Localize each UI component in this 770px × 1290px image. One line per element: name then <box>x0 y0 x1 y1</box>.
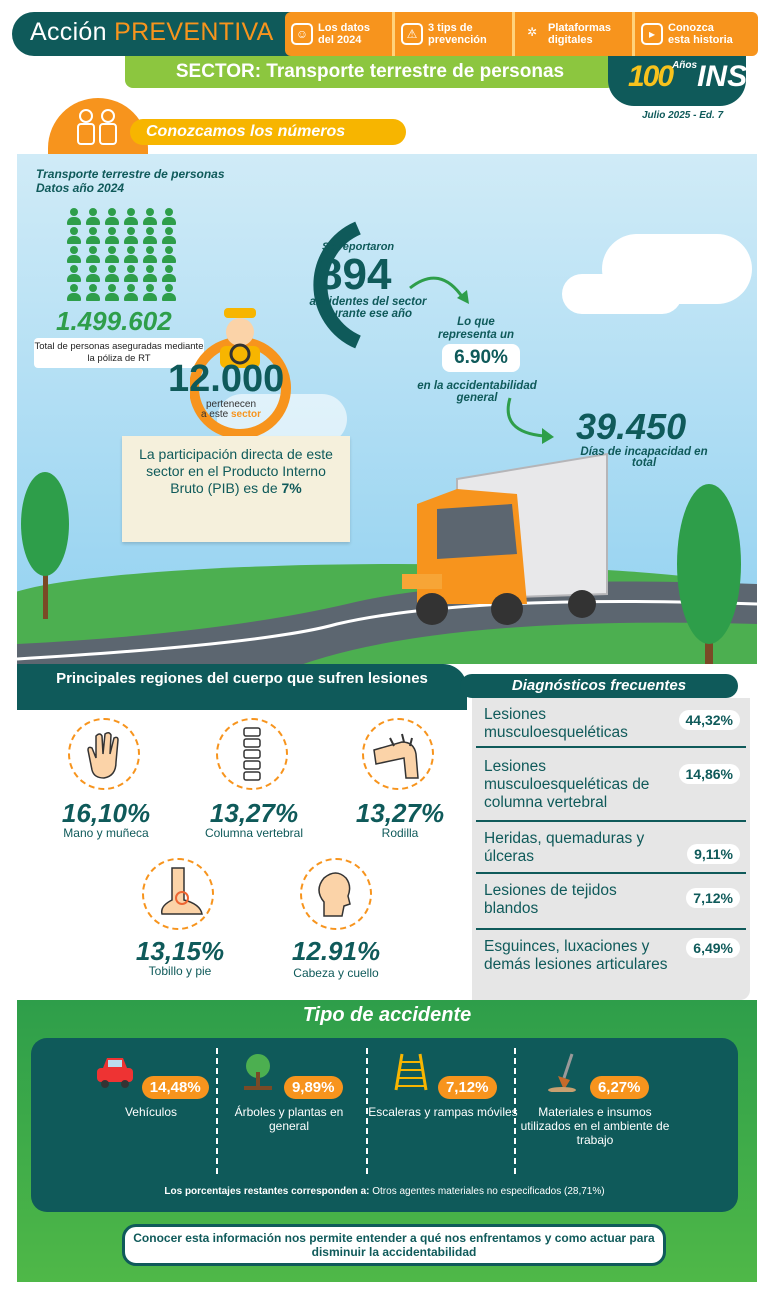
nav-label: Los datos del 2024 <box>318 22 370 46</box>
person-icon <box>85 284 101 302</box>
accident-type-title: Tipo de accidente <box>302 1004 472 1026</box>
incapacity-days-label: Días de incapacidad en total <box>580 446 708 469</box>
nav-item-data-2024[interactable] <box>285 12 392 56</box>
person-icon <box>142 208 158 226</box>
reported-label: Se reportaron <box>322 241 395 253</box>
pib-note: La participación directa de este sector en el Producto Interno Bruto (PIB) es de 7% <box>122 436 350 542</box>
dataset-label: Transporte terrestre de personas Datos año 2024 <box>36 167 225 195</box>
nav-label: Conozca esta historia <box>668 22 733 46</box>
arrow-curve <box>500 396 560 446</box>
person-icon <box>123 265 139 283</box>
region-label: Columna vertebral <box>204 826 304 840</box>
region-label: Mano y muñeca <box>63 826 149 840</box>
remaining-note: Los porcentajes restantes corresponden a: Otros agentes materiales no especificados (28,71%) <box>164 1186 605 1197</box>
person-icon <box>66 284 82 302</box>
diagnostics-title: Diagnósticos frecuentes <box>460 674 738 698</box>
car-icon <box>93 1052 137 1092</box>
nav-item-platforms[interactable] <box>512 12 632 56</box>
tree-icon <box>236 1052 280 1092</box>
person-icon <box>123 208 139 226</box>
person-icon <box>161 265 177 283</box>
region-percent: 13,15% <box>135 936 225 966</box>
people-icon-grid <box>66 208 176 302</box>
sector-banner: SECTOR: Transporte terrestre de personas <box>125 56 615 88</box>
edition-label: Julio 2025 - Ed. 7 <box>642 110 724 121</box>
accident-type-item: 9,89% Árboles y plantas en general <box>214 1052 364 1133</box>
ins-logo: $100^{Años}INS$ <box>628 60 748 93</box>
diagnostic-row: Esguinces, luxaciones y demás lesiones articulares 6,49% <box>476 932 746 996</box>
accident-type-item: 6,27% Materiales e insumos utilizados en el ambiente de trabajo <box>520 1052 670 1147</box>
person-icon <box>161 227 177 245</box>
person-icon <box>66 246 82 264</box>
regions-title: Principales regiones del cuerpo que sufren lesiones <box>17 664 467 710</box>
accidents-count: 894 <box>318 250 392 299</box>
nav-item-tips[interactable] <box>392 12 512 56</box>
sector-count-label: pertenecen a este sector <box>200 399 262 420</box>
person-icon <box>66 265 82 283</box>
person-icon <box>104 208 120 226</box>
person-icon <box>66 208 82 226</box>
person-icon <box>161 284 177 302</box>
accidents-label: accidentes del sector durante ese año <box>309 296 427 320</box>
region-percent: 13,27% <box>355 798 445 828</box>
person-icon <box>104 284 120 302</box>
person-icon <box>85 208 101 226</box>
hand-icon <box>68 718 140 790</box>
knee-icon <box>362 718 434 790</box>
region-percent: 12.91% <box>291 936 381 966</box>
divider <box>514 1048 516 1174</box>
person-icon <box>161 208 177 226</box>
people-data-icon: ☺ <box>291 23 313 45</box>
represents-label: Lo que representa un <box>437 316 515 341</box>
cursor-click-icon: ✲ <box>526 25 538 39</box>
region-label: Tobillo y pie <box>148 964 212 978</box>
incapacity-days: 39.450 <box>576 406 687 447</box>
accident-type-item: 7,12% Escaleras y rampas móviles <box>368 1052 518 1119</box>
general-label: en la accidentabilidad general <box>417 380 537 404</box>
sector-count: 12.000 <box>168 358 285 400</box>
person-icon <box>142 246 158 264</box>
region-percent: 13,27% <box>209 798 299 828</box>
person-icon <box>85 227 101 245</box>
person-icon <box>123 284 139 302</box>
diagnostic-row: Lesiones musculoesqueléticas 44,32% <box>476 702 746 748</box>
head-icon <box>300 858 372 930</box>
section-title: Conozcamos los números <box>130 119 406 145</box>
region-label: Cabeza y cuello <box>293 966 379 980</box>
person-icon <box>104 246 120 264</box>
person-icon <box>123 227 139 245</box>
person-icon <box>104 265 120 283</box>
diagnostic-row: Lesiones de tejidos blandos 7,12% <box>476 876 746 930</box>
person-icon <box>85 246 101 264</box>
spine-icon <box>216 718 288 790</box>
nav-label: Plataformas digitales <box>548 22 611 46</box>
header-title: Acción PREVENTIVA <box>30 18 274 46</box>
region-percent: 16,10% <box>61 798 151 828</box>
person-icon <box>142 284 158 302</box>
person-icon <box>85 265 101 283</box>
person-icon <box>142 265 158 283</box>
video-play-icon: ▸ <box>641 23 663 45</box>
arrow-down-right <box>405 270 475 310</box>
warning-icon: ⚠ <box>401 23 423 45</box>
person-icon <box>104 227 120 245</box>
insured-label: Total de personas aseguradas mediante la póliza de RT <box>34 338 204 368</box>
person-icon <box>142 227 158 245</box>
region-label: Rodilla <box>381 826 419 840</box>
person-icon <box>161 246 177 264</box>
nav-item-story[interactable] <box>632 12 742 56</box>
accident-percent: 6.90% <box>442 344 520 372</box>
nav-label: 3 tips de prevención <box>428 22 487 46</box>
diagnostic-row: Heridas, quemaduras y úlceras 9,11% <box>476 824 746 874</box>
ladder-icon <box>390 1052 434 1092</box>
person-icon <box>66 227 82 245</box>
person-icon <box>123 246 139 264</box>
header-nav <box>285 12 758 56</box>
closing-message: Conocer esta información nos permite entender a qué nos enfrentamos y como actuar para disminuir la accidentabilidad <box>122 1224 666 1266</box>
diagnostic-row: Lesiones musculoesqueléticas de columna vertebral 14,86% <box>476 750 746 822</box>
shovel-icon <box>542 1052 586 1092</box>
insured-total: 1.499.602 <box>56 306 172 336</box>
foot-icon <box>142 858 214 930</box>
accident-type-item: 14,48% Vehículos <box>76 1052 226 1119</box>
